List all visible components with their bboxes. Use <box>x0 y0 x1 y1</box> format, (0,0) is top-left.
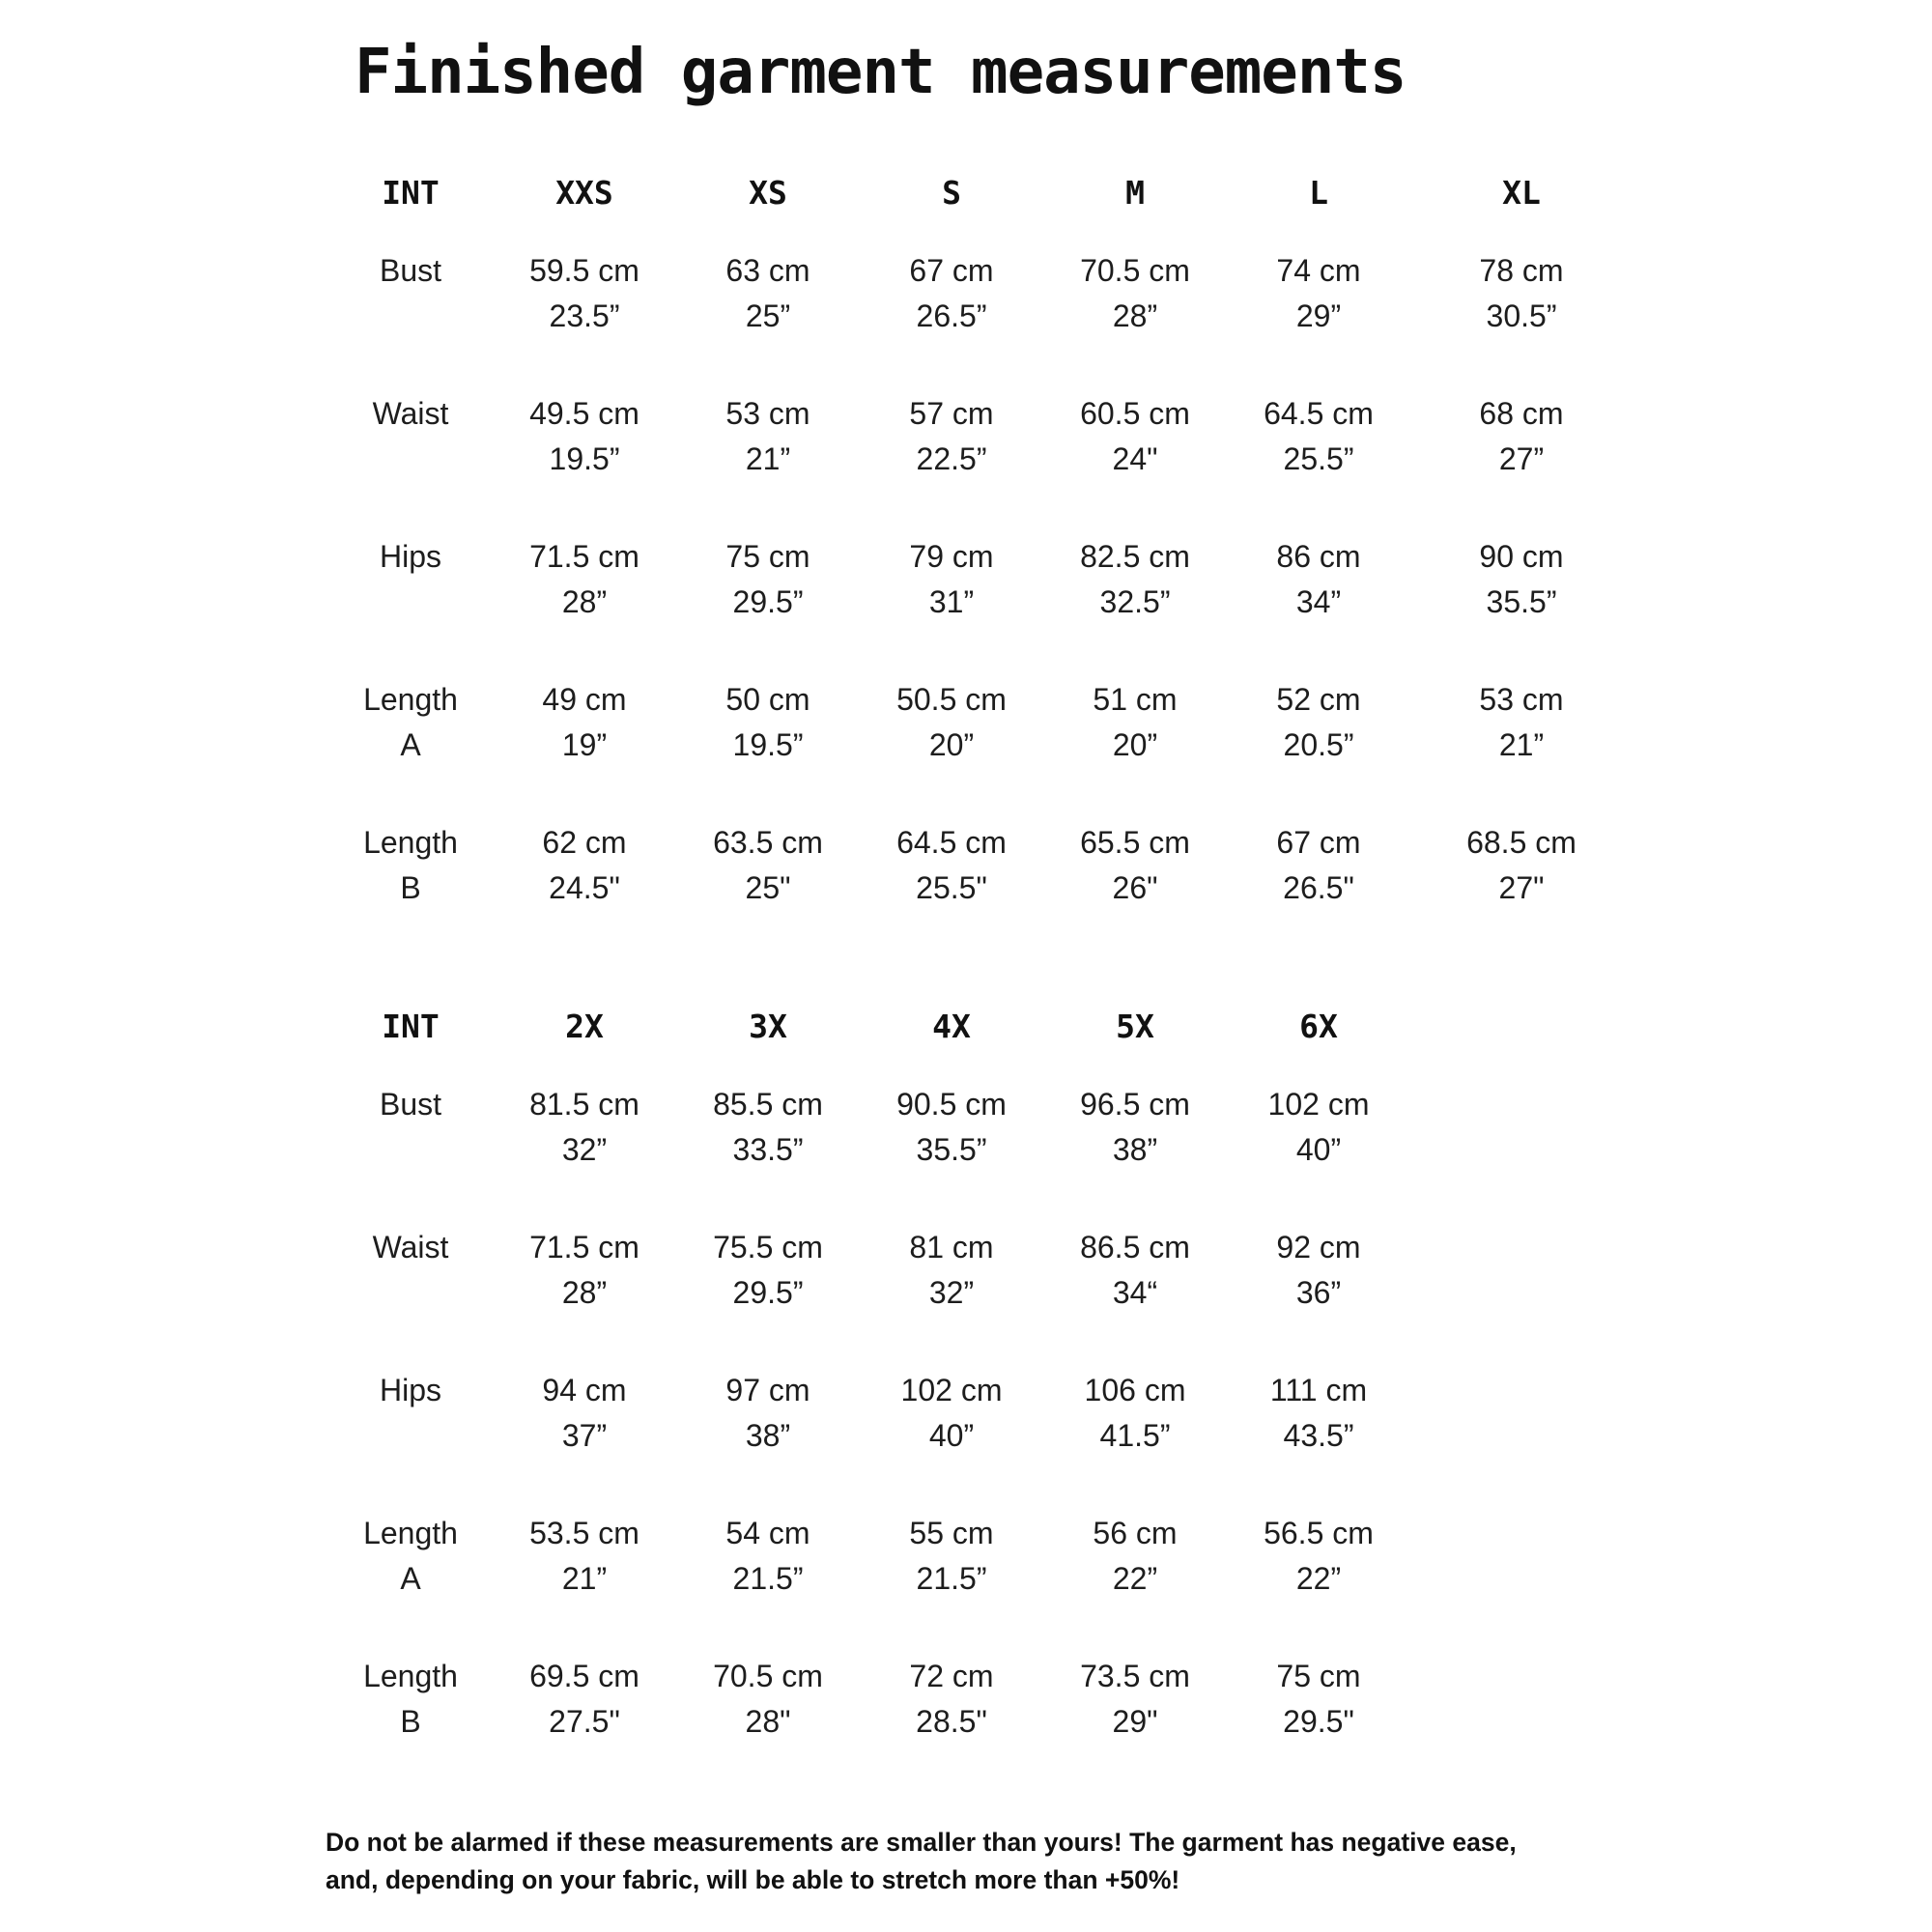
measurement-row <box>328 820 1613 963</box>
measurement-cell <box>676 677 860 820</box>
measurement-cm: 53 cm <box>725 396 810 431</box>
measurement-inches: 20” <box>1112 727 1158 762</box>
measurement-label <box>328 1654 493 1797</box>
measurement-cell <box>493 1082 676 1225</box>
measurement-cell <box>676 1225 860 1368</box>
measurement-cm: 70.5 cm <box>713 1659 823 1693</box>
measurement-row <box>328 1368 1613 1511</box>
measurement-inches: 28.5" <box>916 1704 987 1739</box>
measurement-cell <box>493 1654 676 1797</box>
size-header: S <box>942 174 961 212</box>
measurement-cell <box>1043 1511 1227 1654</box>
measurement-cm: 75 cm <box>725 539 810 574</box>
measurement-cm: 86 cm <box>1276 539 1361 574</box>
measurement-inches: 23.5” <box>549 298 620 333</box>
measurement-inches: 29” <box>1295 298 1342 333</box>
measurement-cell <box>493 248 676 391</box>
measurement-cell <box>860 391 1043 534</box>
size-table-2 <box>328 1003 1613 1797</box>
measurement-cell <box>493 677 676 820</box>
measurement-cm: 65.5 cm <box>1080 825 1190 860</box>
measurement-label <box>328 534 493 677</box>
measurement-label-line: Hips <box>379 539 441 574</box>
measurement-inches: 37” <box>561 1418 608 1453</box>
measurement-cell <box>860 1082 1043 1225</box>
measurement-inches: 24.5" <box>549 870 620 905</box>
measurement-label-line: A <box>400 1561 421 1596</box>
ease-note <box>326 1824 1620 1899</box>
measurement-row <box>328 1082 1613 1225</box>
measurement-cm: 81.5 cm <box>529 1087 639 1122</box>
measurement-cell <box>1227 248 1410 391</box>
size-header: M <box>1125 174 1145 212</box>
measurement-cm: 92 cm <box>1276 1230 1361 1264</box>
measurement-label <box>328 1082 493 1225</box>
measurement-cell <box>860 1225 1043 1368</box>
measurement-cm: 56 cm <box>1093 1516 1178 1550</box>
measurement-cm: 78 cm <box>1479 253 1564 288</box>
measurement-cm: 82.5 cm <box>1080 539 1190 574</box>
measurement-cell <box>1227 1368 1410 1511</box>
measurement-inches: 21.5” <box>732 1561 804 1596</box>
measurement-inches: 20.5” <box>1283 727 1354 762</box>
size-header: L <box>1309 174 1328 212</box>
measurement-cell <box>1410 391 1633 534</box>
measurement-inches: 22.5” <box>916 441 987 476</box>
measurement-inches: 28" <box>745 1704 791 1739</box>
size-header-row <box>328 1003 1613 1082</box>
size-table-1 <box>328 169 1613 963</box>
size-header: 2X <box>565 1008 604 1045</box>
measurement-label-line: Length <box>363 1659 458 1693</box>
measurement-cell <box>1043 677 1227 820</box>
measurement-cm: 85.5 cm <box>713 1087 823 1122</box>
measurement-inches: 29.5” <box>732 1275 804 1310</box>
measurement-inches: 19.5” <box>549 441 620 476</box>
size-header: XS <box>749 174 787 212</box>
size-header-row <box>328 169 1613 248</box>
measurement-inches: 22” <box>1295 1561 1342 1596</box>
size-header: 5X <box>1116 1008 1154 1045</box>
measurement-inches: 32.5” <box>1099 584 1171 619</box>
page-title: Finished garment measurements <box>355 37 1406 108</box>
measurement-cell <box>1043 1368 1227 1511</box>
measurement-cell <box>676 1511 860 1654</box>
measurement-inches: 43.5” <box>1283 1418 1354 1453</box>
measurement-inches: 41.5” <box>1099 1418 1171 1453</box>
measurement-inches: 29.5” <box>732 584 804 619</box>
measurement-cell <box>860 1511 1043 1654</box>
measurement-cell <box>493 1511 676 1654</box>
measurement-label <box>328 391 493 534</box>
measurement-cm: 56.5 cm <box>1264 1516 1374 1550</box>
measurement-cell <box>1043 820 1227 963</box>
size-header: 4X <box>932 1008 971 1045</box>
measurement-cell <box>1043 534 1227 677</box>
measurement-inches: 34” <box>1295 584 1342 619</box>
measurement-cell <box>860 248 1043 391</box>
measurement-cell <box>860 1654 1043 1797</box>
measurement-cm: 90.5 cm <box>896 1087 1007 1122</box>
measurement-cell <box>1043 1225 1227 1368</box>
measurement-cell <box>676 248 860 391</box>
measurement-row <box>328 534 1613 677</box>
measurement-cell <box>1227 391 1410 534</box>
measurement-cm: 97 cm <box>725 1373 810 1407</box>
measurement-cm: 102 cm <box>1267 1087 1370 1122</box>
measurement-cell <box>676 820 860 963</box>
measurement-inches: 25.5" <box>916 870 987 905</box>
measurement-label-line: A <box>400 727 421 762</box>
measurement-cell <box>676 1082 860 1225</box>
measurement-inches: 26.5" <box>1283 870 1354 905</box>
measurement-cm: 73.5 cm <box>1080 1659 1190 1693</box>
measurement-label <box>328 677 493 820</box>
measurement-inches: 28” <box>561 584 608 619</box>
size-header: 3X <box>749 1008 787 1045</box>
measurement-inches: 32” <box>928 1275 975 1310</box>
measurement-cm: 57 cm <box>909 396 994 431</box>
measurement-cell <box>1043 1082 1227 1225</box>
measurement-inches: 35.5” <box>1486 584 1557 619</box>
measurement-row <box>328 1654 1613 1797</box>
measurement-cm: 49.5 cm <box>529 396 639 431</box>
measurement-inches: 27" <box>1498 870 1545 905</box>
measurement-inches: 20” <box>928 727 975 762</box>
measurement-label-line: Bust <box>379 1087 442 1122</box>
measurement-inches: 27.5" <box>549 1704 620 1739</box>
measurement-cell <box>1227 820 1410 963</box>
measurement-cm: 106 cm <box>1084 1373 1186 1407</box>
measurement-cm: 59.5 cm <box>529 253 639 288</box>
measurement-cell <box>676 1368 860 1511</box>
measurement-inches: 21.5” <box>916 1561 987 1596</box>
measurement-cm: 75.5 cm <box>713 1230 823 1264</box>
measurement-cell <box>493 820 676 963</box>
measurement-inches: 21” <box>561 1561 608 1596</box>
measurement-cm: 53.5 cm <box>529 1516 639 1550</box>
int-header: INT <box>382 1008 440 1045</box>
measurement-cm: 63 cm <box>725 253 810 288</box>
measurement-label <box>328 248 493 391</box>
size-header: XXS <box>555 174 613 212</box>
measurement-inches: 29" <box>1112 1704 1158 1739</box>
measurement-inches: 28” <box>1112 298 1158 333</box>
measurement-cm: 62 cm <box>542 825 627 860</box>
measurement-cm: 72 cm <box>909 1659 994 1693</box>
measurement-label-line: Waist <box>372 1230 449 1264</box>
measurement-cm: 71.5 cm <box>529 1230 639 1264</box>
size-header: XL <box>1502 174 1541 212</box>
measurement-label <box>328 1368 493 1511</box>
measurement-cell <box>1410 534 1633 677</box>
measurement-inches: 25” <box>745 298 791 333</box>
measurement-cm: 55 cm <box>909 1516 994 1550</box>
measurement-cm: 68.5 cm <box>1466 825 1577 860</box>
measurement-cm: 70.5 cm <box>1080 253 1190 288</box>
measurement-cm: 50 cm <box>725 682 810 717</box>
int-header: INT <box>382 174 440 212</box>
measurement-cm: 69.5 cm <box>529 1659 639 1693</box>
measurement-cell <box>860 820 1043 963</box>
measurement-cell <box>493 1368 676 1511</box>
measurement-cell <box>493 391 676 534</box>
measurement-inches: 26.5” <box>916 298 987 333</box>
measurement-cm: 74 cm <box>1276 253 1361 288</box>
measurement-cell <box>1227 1225 1410 1368</box>
measurement-inches: 40” <box>1295 1132 1342 1167</box>
measurement-cm: 81 cm <box>909 1230 994 1264</box>
measurement-cell <box>676 391 860 534</box>
measurement-cell <box>676 1654 860 1797</box>
measurement-cm: 102 cm <box>900 1373 1003 1407</box>
size-header: 6X <box>1299 1008 1338 1045</box>
measurement-cm: 64.5 cm <box>1264 396 1374 431</box>
measurement-cell <box>1227 534 1410 677</box>
measurement-label-line: Length <box>363 1516 458 1550</box>
measurement-cell <box>493 1225 676 1368</box>
measurement-cell <box>860 1368 1043 1511</box>
measurement-row <box>328 1225 1613 1368</box>
measurement-inches: 34“ <box>1112 1275 1158 1310</box>
measurement-cm: 53 cm <box>1479 682 1564 717</box>
measurement-cm: 64.5 cm <box>896 825 1007 860</box>
measurement-inches: 24" <box>1112 441 1158 476</box>
measurement-inches: 32” <box>561 1132 608 1167</box>
measurement-label-line: B <box>400 870 421 905</box>
measurement-label-line: B <box>400 1704 421 1739</box>
measurement-cell <box>1410 248 1633 391</box>
measurement-inches: 36” <box>1295 1275 1342 1310</box>
measurement-cell <box>1227 677 1410 820</box>
ease-note-line-1: Do not be alarmed if these measurements are smaller than yours! The garment has negative ease, <box>326 1828 1517 1857</box>
measurement-cm: 90 cm <box>1479 539 1564 574</box>
measurement-inches: 40” <box>928 1418 975 1453</box>
measurement-label-line: Hips <box>379 1373 441 1407</box>
measurement-label-line: Waist <box>372 396 449 431</box>
measurement-cm: 67 cm <box>1276 825 1361 860</box>
measurement-cell <box>1043 391 1227 534</box>
measurement-inches: 30.5” <box>1486 298 1557 333</box>
measurement-cm: 94 cm <box>542 1373 627 1407</box>
measurement-cm: 50.5 cm <box>896 682 1007 717</box>
measurement-label-line: Length <box>363 682 458 717</box>
measurement-cm: 60.5 cm <box>1080 396 1190 431</box>
measurement-cell <box>860 677 1043 820</box>
measurement-inches: 29.5" <box>1283 1704 1354 1739</box>
measurement-inches: 25.5” <box>1283 441 1354 476</box>
measurement-cm: 49 cm <box>542 682 627 717</box>
measurement-inches: 22” <box>1112 1561 1158 1596</box>
measurement-inches: 19.5” <box>732 727 804 762</box>
measurement-inches: 31” <box>928 584 975 619</box>
measurement-label <box>328 1511 493 1654</box>
measurement-cell <box>493 534 676 677</box>
measurement-inches: 27” <box>1498 441 1545 476</box>
measurement-label-line: Length <box>363 825 458 860</box>
measurement-label-line: Bust <box>379 253 442 288</box>
measurement-inches: 35.5” <box>916 1132 987 1167</box>
measurement-cm: 96.5 cm <box>1080 1087 1190 1122</box>
measurement-label <box>328 820 493 963</box>
measurement-cell <box>860 534 1043 677</box>
measurement-inches: 38” <box>745 1418 791 1453</box>
measurement-cm: 51 cm <box>1093 682 1178 717</box>
measurement-row <box>328 248 1613 391</box>
measurement-row <box>328 677 1613 820</box>
measurement-label <box>328 1225 493 1368</box>
measurement-inches: 28” <box>561 1275 608 1310</box>
measurement-cell <box>1227 1082 1410 1225</box>
measurement-cell <box>1410 677 1633 820</box>
measurement-cm: 63.5 cm <box>713 825 823 860</box>
measurement-inches: 19” <box>561 727 608 762</box>
measurement-inches: 38” <box>1112 1132 1158 1167</box>
measurement-inches: 26" <box>1112 870 1158 905</box>
measurement-cm: 71.5 cm <box>529 539 639 574</box>
measurement-cm: 67 cm <box>909 253 994 288</box>
measurement-row <box>328 391 1613 534</box>
measurement-inches: 21” <box>1498 727 1545 762</box>
measurement-cell <box>1227 1654 1410 1797</box>
ease-note-line-2: and, depending on your fabric, will be able to stretch more than +50%! <box>326 1865 1180 1894</box>
measurement-cell <box>1043 248 1227 391</box>
measurement-cell <box>1410 820 1633 963</box>
measurement-cm: 75 cm <box>1276 1659 1361 1693</box>
measurement-inches: 33.5” <box>732 1132 804 1167</box>
measurement-inches: 21” <box>745 441 791 476</box>
measurement-cell <box>676 534 860 677</box>
measurement-cell <box>1043 1654 1227 1797</box>
measurement-cm: 52 cm <box>1276 682 1361 717</box>
measurement-cm: 86.5 cm <box>1080 1230 1190 1264</box>
measurement-cm: 79 cm <box>909 539 994 574</box>
measurement-row <box>328 1511 1613 1654</box>
measurement-cm: 54 cm <box>725 1516 810 1550</box>
measurement-cell <box>1227 1511 1410 1654</box>
measurement-cm: 68 cm <box>1479 396 1564 431</box>
measurement-cm: 111 cm <box>1269 1373 1368 1407</box>
measurement-inches: 25" <box>745 870 791 905</box>
